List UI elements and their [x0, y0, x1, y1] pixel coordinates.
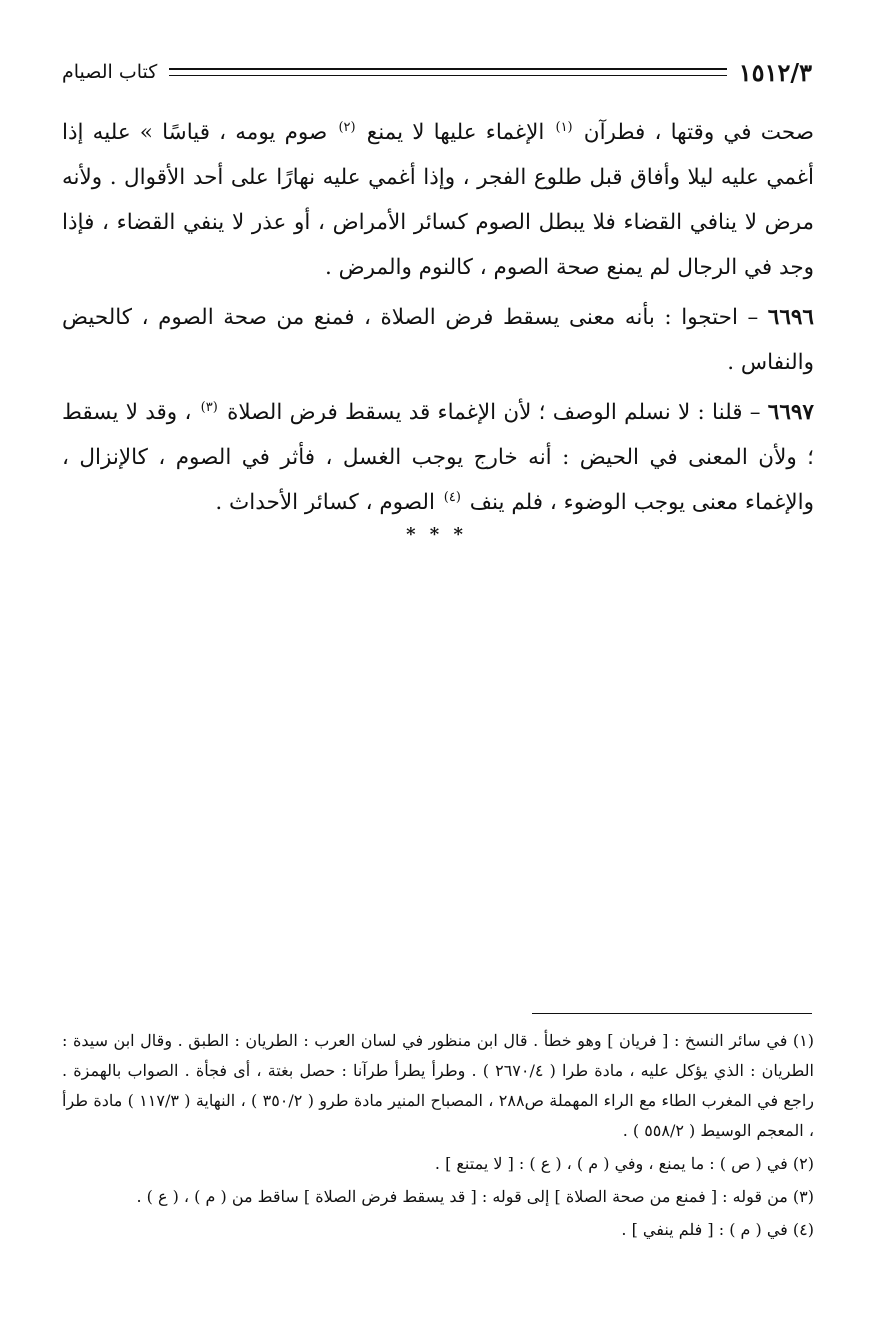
paragraph-text: صحت في وقتها ، فطرآن [583, 120, 814, 145]
footnote-ref-1: (١) [555, 119, 573, 135]
footnote-ref-4: (٤) [443, 489, 461, 505]
paragraph-6696 [62, 295, 814, 385]
page-number: ١٥١٢/٣ [738, 57, 812, 87]
issue-number: ٦٦٩٧ [767, 400, 814, 425]
header-rule [169, 68, 726, 76]
footnote-2: (٢) في ( ص ) : ما يمنع ، وفي ( م ) ، ( ع ) : [ لا يمتنع ] . [434, 1154, 814, 1173]
paragraph-6697 [62, 390, 814, 525]
main-text [62, 110, 814, 530]
paragraph-text: الإغماء عليها لا يمنع [366, 120, 545, 145]
paragraph-text: ، وقد لا يسقط ؛ ولأن المعنى في الحيض : أنه خارج يوجب الغسل ، فأثر في الصوم ، كالإنزال ، والإغماء معنى يوجب الوضوء ، فلم ينف [62, 400, 814, 515]
page-header [62, 52, 812, 92]
footnotes [62, 1026, 814, 1245]
paragraph-text: – احتجوا : بأنه معنى يسقط فرض الصلاة ، فمنع من صحة الصوم ، كالحيض والنفاس . [62, 305, 814, 375]
section-separator: * * * [406, 524, 467, 545]
footnote-ref-2: (٢) [338, 119, 356, 135]
paragraph-1 [62, 110, 814, 290]
footnote-4: (٤) في ( م ) : [ فلم ينفي ] . [621, 1220, 814, 1239]
paragraph-text: صوم يومه ، قياسًا » عليه إذا أغمي عليه ليلا وأفاق قبل طلوع الفجر ، وإذا أغمي عليه نهارًا على أحد الأقوال . ولأنه مرض لا ينافي القضاء فلا يبطل الصوم كسائر الأمراض ، أو عذر لا ينفي القضاء ، فإذا وجد في الرجال لم يمنع صحة الصوم ، كالنوم والمرض . [62, 120, 814, 280]
footnote-ref-3: (٣) [200, 399, 218, 415]
footnote-1: (١) في سائر النسخ : [ فريان ] وهو خطأ . قال ابن منظور في لسان العرب : الطريان : الطبق . وقال ابن سيدة : الطريان : الذي يؤكل عليه ، مادة طرا ( ٢٦٧٠/٤ ) . وطرأ يطرأ طرآنا : حصل بغتة ، أى فجأة . الصواب بالهمزة . راجع في المغرب الطاء مع الراء المهملة ص٢٨٨ ، المصباح المنير مادة طرو ( ٣٥٠/٢ ) ، النهاية ( ١١٧/٣ ) مادة طرأ ، المعجم الوسيط ( ٥٥٨/٢ ) . [62, 1031, 815, 1140]
running-title: كتاب الصيام [62, 61, 158, 83]
paragraph-text: الصوم ، كسائر الأحداث . [215, 490, 435, 515]
footnote-rule [532, 1013, 812, 1014]
paragraph-text: – قلنا : لا نسلم الوصف ؛ لأن الإغماء قد يسقط فرض الصلاة [227, 400, 761, 425]
footnote-3: (٣) من قوله : [ فمنع من صحة الصلاة ] إلى قوله : [ قد يسقط فرض الصلاة ] ساقط من ( م ) ، ( ع ) . [136, 1187, 814, 1206]
issue-number: ٦٦٩٦ [767, 305, 814, 330]
